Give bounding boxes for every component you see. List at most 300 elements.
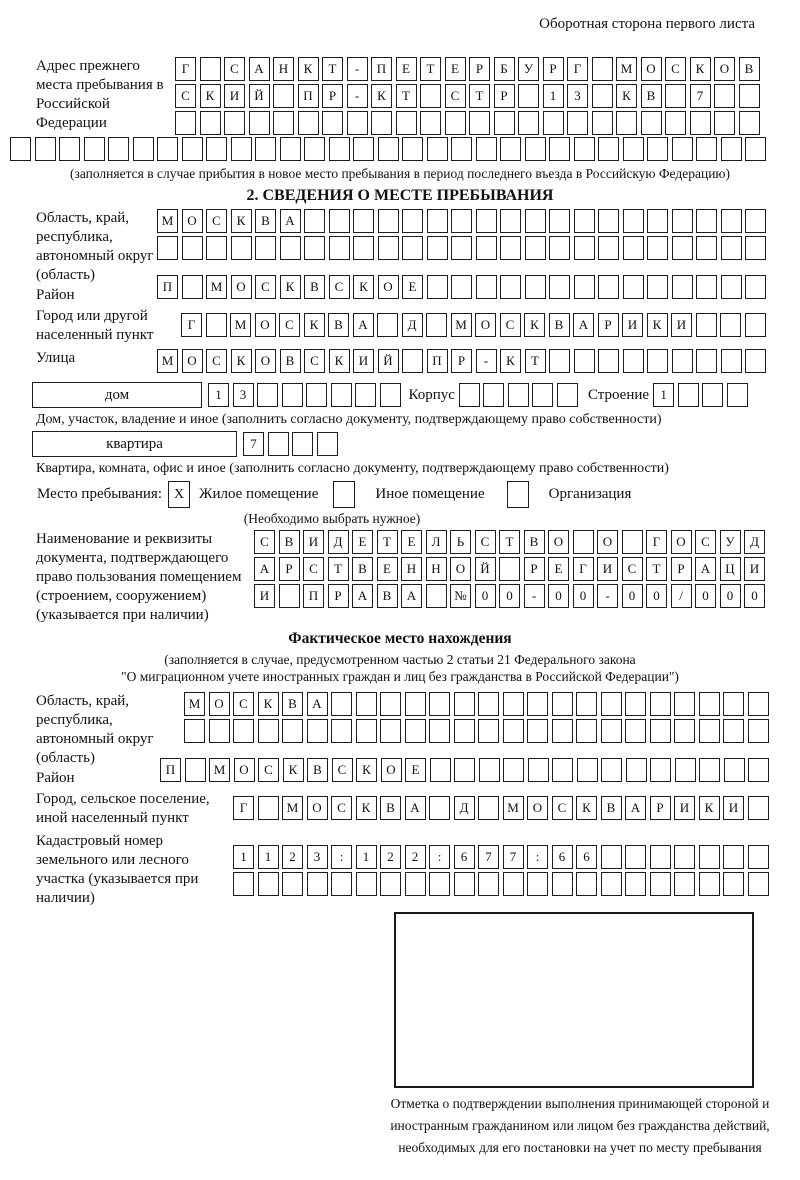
char-cell[interactable] xyxy=(133,137,154,161)
char-cell[interactable]: О xyxy=(475,313,496,337)
char-cell[interactable] xyxy=(426,584,447,608)
char-cell[interactable] xyxy=(329,236,350,260)
char-cell[interactable] xyxy=(304,209,325,233)
char-cell[interactable] xyxy=(727,383,748,407)
char-cell[interactable]: Т xyxy=(322,57,343,81)
char-cell[interactable] xyxy=(402,236,423,260)
char-cell[interactable]: Й xyxy=(475,557,496,581)
char-cell[interactable] xyxy=(518,84,539,108)
char-cell[interactable]: 1 xyxy=(258,845,279,869)
char-cell[interactable] xyxy=(185,758,206,782)
char-cell[interactable]: - xyxy=(476,349,497,373)
char-cell[interactable] xyxy=(378,209,399,233)
char-cell[interactable] xyxy=(573,530,594,554)
char-cell[interactable]: Т xyxy=(328,557,349,581)
char-cell[interactable] xyxy=(353,236,374,260)
char-cell[interactable]: К xyxy=(280,275,301,299)
char-cell[interactable]: К xyxy=(329,349,350,373)
char-cell[interactable]: Б xyxy=(494,57,515,81)
char-cell[interactable]: С xyxy=(665,57,686,81)
char-cell[interactable] xyxy=(282,383,303,407)
char-cell[interactable]: К xyxy=(576,796,597,820)
char-cell[interactable] xyxy=(745,236,766,260)
char-cell[interactable] xyxy=(200,111,221,135)
char-cell[interactable] xyxy=(623,236,644,260)
char-cell[interactable]: П xyxy=(298,84,319,108)
char-cell[interactable]: А xyxy=(280,209,301,233)
char-cell[interactable]: К xyxy=(699,796,720,820)
char-cell[interactable]: Е xyxy=(401,530,422,554)
char-cell[interactable] xyxy=(699,692,720,716)
char-cell[interactable] xyxy=(59,137,80,161)
char-cell[interactable] xyxy=(720,313,741,337)
char-cell[interactable] xyxy=(317,432,338,456)
char-cell[interactable]: О xyxy=(209,692,230,716)
char-cell[interactable] xyxy=(665,84,686,108)
char-cell[interactable] xyxy=(647,137,668,161)
char-cell[interactable] xyxy=(745,349,766,373)
char-cell[interactable] xyxy=(696,275,717,299)
char-cell[interactable]: П xyxy=(157,275,178,299)
char-cell[interactable]: И xyxy=(744,557,765,581)
char-cell[interactable] xyxy=(577,758,598,782)
char-cell[interactable] xyxy=(601,872,622,896)
char-cell[interactable] xyxy=(233,719,254,743)
char-cell[interactable] xyxy=(625,845,646,869)
char-cell[interactable]: К xyxy=(647,313,668,337)
char-cell[interactable] xyxy=(378,236,399,260)
char-cell[interactable] xyxy=(674,845,695,869)
char-cell[interactable] xyxy=(567,111,588,135)
char-cell[interactable]: О xyxy=(597,530,618,554)
char-cell[interactable]: А xyxy=(307,692,328,716)
char-cell[interactable]: Е xyxy=(377,557,398,581)
char-cell[interactable] xyxy=(623,137,644,161)
char-cell[interactable] xyxy=(647,209,668,233)
char-cell[interactable]: 0 xyxy=(499,584,520,608)
char-cell[interactable] xyxy=(723,719,744,743)
char-cell[interactable]: О xyxy=(307,796,328,820)
char-cell[interactable] xyxy=(625,692,646,716)
char-cell[interactable]: В xyxy=(280,349,301,373)
char-cell[interactable] xyxy=(598,209,619,233)
char-cell[interactable]: Д xyxy=(454,796,475,820)
char-cell[interactable] xyxy=(739,84,760,108)
char-cell[interactable]: Н xyxy=(426,557,447,581)
char-cell[interactable] xyxy=(623,209,644,233)
char-cell[interactable]: Г xyxy=(233,796,254,820)
char-cell[interactable]: В xyxy=(307,758,328,782)
char-cell[interactable]: О xyxy=(182,349,203,373)
char-cell[interactable]: М xyxy=(230,313,251,337)
char-cell[interactable]: Г xyxy=(175,57,196,81)
char-cell[interactable] xyxy=(429,796,450,820)
char-cell[interactable] xyxy=(231,236,252,260)
char-cell[interactable]: С xyxy=(224,57,245,81)
char-cell[interactable]: А xyxy=(249,57,270,81)
char-cell[interactable]: О xyxy=(381,758,402,782)
char-cell[interactable]: - xyxy=(597,584,618,608)
char-cell[interactable] xyxy=(405,719,426,743)
char-cell[interactable] xyxy=(525,236,546,260)
char-cell[interactable]: С xyxy=(695,530,716,554)
char-cell[interactable] xyxy=(503,758,524,782)
char-cell[interactable]: К xyxy=(258,692,279,716)
char-cell[interactable]: № xyxy=(450,584,471,608)
char-cell[interactable] xyxy=(748,719,769,743)
char-cell[interactable] xyxy=(306,383,327,407)
char-cell[interactable]: Д xyxy=(328,530,349,554)
char-cell[interactable]: Й xyxy=(378,349,399,373)
char-cell[interactable] xyxy=(601,758,622,782)
char-cell[interactable] xyxy=(478,796,499,820)
char-cell[interactable]: 6 xyxy=(576,845,597,869)
char-cell[interactable] xyxy=(430,758,451,782)
char-cell[interactable]: А xyxy=(695,557,716,581)
char-cell[interactable]: М xyxy=(157,209,178,233)
char-cell[interactable] xyxy=(672,209,693,233)
char-cell[interactable] xyxy=(157,137,178,161)
char-cell[interactable]: И xyxy=(674,796,695,820)
char-cell[interactable] xyxy=(347,111,368,135)
char-cell[interactable] xyxy=(601,845,622,869)
char-cell[interactable]: Л xyxy=(426,530,447,554)
char-cell[interactable]: К xyxy=(616,84,637,108)
char-cell[interactable] xyxy=(748,796,769,820)
char-cell[interactable] xyxy=(402,349,423,373)
char-cell[interactable]: : xyxy=(331,845,352,869)
char-cell[interactable]: Р xyxy=(598,313,619,337)
char-cell[interactable]: У xyxy=(720,530,741,554)
char-cell[interactable] xyxy=(675,758,696,782)
char-cell[interactable] xyxy=(672,137,693,161)
house-type-box[interactable]: дом xyxy=(32,382,202,408)
char-cell[interactable] xyxy=(307,872,328,896)
char-cell[interactable]: О xyxy=(714,57,735,81)
char-cell[interactable]: И xyxy=(597,557,618,581)
char-cell[interactable] xyxy=(231,137,252,161)
char-cell[interactable] xyxy=(592,57,613,81)
char-cell[interactable] xyxy=(723,692,744,716)
char-cell[interactable]: С xyxy=(258,758,279,782)
char-cell[interactable]: 0 xyxy=(646,584,667,608)
char-cell[interactable] xyxy=(748,758,769,782)
char-cell[interactable]: В xyxy=(641,84,662,108)
char-cell[interactable]: В xyxy=(524,530,545,554)
char-cell[interactable]: Р xyxy=(650,796,671,820)
char-cell[interactable] xyxy=(674,872,695,896)
char-cell[interactable] xyxy=(380,692,401,716)
char-cell[interactable] xyxy=(532,383,553,407)
char-cell[interactable] xyxy=(356,872,377,896)
char-cell[interactable] xyxy=(702,383,723,407)
char-cell[interactable]: И xyxy=(671,313,692,337)
char-cell[interactable]: С xyxy=(500,313,521,337)
char-cell[interactable] xyxy=(650,845,671,869)
char-cell[interactable]: 1 xyxy=(208,383,229,407)
char-cell[interactable]: К xyxy=(304,313,325,337)
char-cell[interactable]: Е xyxy=(405,758,426,782)
char-cell[interactable] xyxy=(500,275,521,299)
char-cell[interactable]: Р xyxy=(469,57,490,81)
char-cell[interactable] xyxy=(427,275,448,299)
char-cell[interactable] xyxy=(696,313,717,337)
char-cell[interactable] xyxy=(331,719,352,743)
char-cell[interactable]: Р xyxy=(328,584,349,608)
char-cell[interactable] xyxy=(10,137,31,161)
char-cell[interactable] xyxy=(616,111,637,135)
char-cell[interactable] xyxy=(378,137,399,161)
char-cell[interactable] xyxy=(598,275,619,299)
char-cell[interactable] xyxy=(549,236,570,260)
char-cell[interactable] xyxy=(233,872,254,896)
char-cell[interactable] xyxy=(353,137,374,161)
char-cell[interactable]: В xyxy=(377,584,398,608)
char-cell[interactable] xyxy=(721,275,742,299)
char-cell[interactable] xyxy=(429,872,450,896)
char-cell[interactable] xyxy=(745,313,766,337)
char-cell[interactable] xyxy=(377,313,398,337)
char-cell[interactable] xyxy=(279,584,300,608)
char-cell[interactable] xyxy=(322,111,343,135)
char-cell[interactable] xyxy=(714,111,735,135)
char-cell[interactable]: К xyxy=(353,275,374,299)
char-cell[interactable]: С xyxy=(622,557,643,581)
char-cell[interactable]: : xyxy=(527,845,548,869)
char-cell[interactable]: К xyxy=(356,796,377,820)
char-cell[interactable] xyxy=(331,692,352,716)
char-cell[interactable] xyxy=(273,111,294,135)
char-cell[interactable]: К xyxy=(200,84,221,108)
char-cell[interactable] xyxy=(601,692,622,716)
char-cell[interactable] xyxy=(574,275,595,299)
char-cell[interactable] xyxy=(420,111,441,135)
char-cell[interactable] xyxy=(525,137,546,161)
char-cell[interactable]: 7 xyxy=(478,845,499,869)
char-cell[interactable]: А xyxy=(254,557,275,581)
char-cell[interactable] xyxy=(721,209,742,233)
char-cell[interactable]: К xyxy=(283,758,304,782)
char-cell[interactable]: 2 xyxy=(282,845,303,869)
char-cell[interactable]: К xyxy=(231,209,252,233)
char-cell[interactable] xyxy=(184,719,205,743)
char-cell[interactable] xyxy=(405,872,426,896)
char-cell[interactable]: Т xyxy=(377,530,398,554)
char-cell[interactable]: А xyxy=(573,313,594,337)
char-cell[interactable] xyxy=(748,692,769,716)
char-cell[interactable]: 3 xyxy=(233,383,254,407)
char-cell[interactable] xyxy=(478,719,499,743)
char-cell[interactable] xyxy=(282,872,303,896)
char-cell[interactable]: Т xyxy=(499,530,520,554)
char-cell[interactable]: Т xyxy=(646,557,667,581)
char-cell[interactable]: Г xyxy=(567,57,588,81)
char-cell[interactable] xyxy=(745,209,766,233)
char-cell[interactable]: 6 xyxy=(454,845,475,869)
char-cell[interactable]: В xyxy=(739,57,760,81)
char-cell[interactable] xyxy=(696,137,717,161)
char-cell[interactable] xyxy=(647,349,668,373)
char-cell[interactable]: И xyxy=(353,349,374,373)
char-cell[interactable] xyxy=(721,349,742,373)
char-cell[interactable] xyxy=(426,313,447,337)
char-cell[interactable] xyxy=(255,137,276,161)
char-cell[interactable] xyxy=(674,692,695,716)
char-cell[interactable] xyxy=(307,719,328,743)
char-cell[interactable]: И xyxy=(303,530,324,554)
char-cell[interactable] xyxy=(696,349,717,373)
char-cell[interactable]: Е xyxy=(402,275,423,299)
char-cell[interactable]: Р xyxy=(494,84,515,108)
checkbox-residential[interactable]: X xyxy=(168,481,190,508)
char-cell[interactable]: 0 xyxy=(720,584,741,608)
char-cell[interactable]: М xyxy=(184,692,205,716)
char-cell[interactable]: В xyxy=(279,530,300,554)
char-cell[interactable]: О xyxy=(255,349,276,373)
char-cell[interactable]: А xyxy=(401,584,422,608)
char-cell[interactable]: К xyxy=(524,313,545,337)
char-cell[interactable] xyxy=(678,383,699,407)
char-cell[interactable]: 7 xyxy=(690,84,711,108)
char-cell[interactable]: / xyxy=(671,584,692,608)
char-cell[interactable] xyxy=(552,692,573,716)
char-cell[interactable]: В xyxy=(282,692,303,716)
char-cell[interactable] xyxy=(380,872,401,896)
char-cell[interactable]: Р xyxy=(524,557,545,581)
char-cell[interactable]: С xyxy=(329,275,350,299)
char-cell[interactable]: У xyxy=(518,57,539,81)
char-cell[interactable] xyxy=(282,719,303,743)
char-cell[interactable]: 7 xyxy=(503,845,524,869)
char-cell[interactable] xyxy=(576,692,597,716)
char-cell[interactable] xyxy=(696,236,717,260)
char-cell[interactable]: О xyxy=(255,313,276,337)
char-cell[interactable]: П xyxy=(303,584,324,608)
char-cell[interactable] xyxy=(650,692,671,716)
char-cell[interactable]: Г xyxy=(646,530,667,554)
char-cell[interactable]: И xyxy=(224,84,245,108)
char-cell[interactable] xyxy=(527,872,548,896)
char-cell[interactable] xyxy=(503,719,524,743)
char-cell[interactable]: 3 xyxy=(307,845,328,869)
char-cell[interactable] xyxy=(405,692,426,716)
char-cell[interactable] xyxy=(451,275,472,299)
apartment-type-box[interactable]: квартира xyxy=(32,431,237,457)
char-cell[interactable]: - xyxy=(347,84,368,108)
char-cell[interactable]: О xyxy=(182,209,203,233)
char-cell[interactable]: Н xyxy=(273,57,294,81)
char-cell[interactable] xyxy=(157,236,178,260)
char-cell[interactable] xyxy=(206,313,227,337)
char-cell[interactable]: А xyxy=(352,584,373,608)
char-cell[interactable] xyxy=(427,236,448,260)
char-cell[interactable]: Т xyxy=(396,84,417,108)
char-cell[interactable] xyxy=(257,383,278,407)
char-cell[interactable] xyxy=(224,111,245,135)
char-cell[interactable] xyxy=(500,236,521,260)
char-cell[interactable] xyxy=(626,758,647,782)
char-cell[interactable] xyxy=(625,719,646,743)
char-cell[interactable]: Е xyxy=(396,57,417,81)
char-cell[interactable]: Н xyxy=(401,557,422,581)
char-cell[interactable]: 6 xyxy=(552,845,573,869)
char-cell[interactable] xyxy=(380,719,401,743)
char-cell[interactable] xyxy=(454,872,475,896)
char-cell[interactable]: В xyxy=(549,313,570,337)
char-cell[interactable]: Т xyxy=(469,84,490,108)
char-cell[interactable] xyxy=(518,111,539,135)
char-cell[interactable]: М xyxy=(616,57,637,81)
char-cell[interactable]: Р xyxy=(671,557,692,581)
char-cell[interactable] xyxy=(647,236,668,260)
char-cell[interactable]: Д xyxy=(402,313,423,337)
char-cell[interactable]: 2 xyxy=(380,845,401,869)
char-cell[interactable] xyxy=(280,137,301,161)
char-cell[interactable] xyxy=(552,758,573,782)
char-cell[interactable]: Е xyxy=(445,57,466,81)
char-cell[interactable]: К xyxy=(500,349,521,373)
char-cell[interactable] xyxy=(258,796,279,820)
char-cell[interactable]: О xyxy=(234,758,255,782)
char-cell[interactable]: С xyxy=(175,84,196,108)
char-cell[interactable] xyxy=(476,236,497,260)
char-cell[interactable] xyxy=(574,349,595,373)
char-cell[interactable] xyxy=(690,111,711,135)
char-cell[interactable]: В xyxy=(352,557,373,581)
char-cell[interactable]: Е xyxy=(548,557,569,581)
char-cell[interactable]: М xyxy=(209,758,230,782)
char-cell[interactable]: И xyxy=(723,796,744,820)
char-cell[interactable] xyxy=(549,209,570,233)
char-cell[interactable]: 3 xyxy=(567,84,588,108)
char-cell[interactable] xyxy=(454,758,475,782)
char-cell[interactable] xyxy=(499,557,520,581)
char-cell[interactable]: М xyxy=(282,796,303,820)
char-cell[interactable]: 0 xyxy=(744,584,765,608)
char-cell[interactable]: - xyxy=(524,584,545,608)
char-cell[interactable] xyxy=(402,209,423,233)
char-cell[interactable] xyxy=(280,236,301,260)
char-cell[interactable] xyxy=(574,209,595,233)
char-cell[interactable] xyxy=(108,137,129,161)
char-cell[interactable] xyxy=(574,236,595,260)
char-cell[interactable] xyxy=(549,275,570,299)
char-cell[interactable] xyxy=(503,872,524,896)
char-cell[interactable]: 1 xyxy=(653,383,674,407)
char-cell[interactable] xyxy=(494,111,515,135)
char-cell[interactable] xyxy=(353,209,374,233)
char-cell[interactable] xyxy=(476,275,497,299)
char-cell[interactable]: Е xyxy=(352,530,373,554)
char-cell[interactable] xyxy=(650,872,671,896)
char-cell[interactable]: С xyxy=(331,796,352,820)
char-cell[interactable] xyxy=(355,383,376,407)
char-cell[interactable]: 7 xyxy=(243,432,264,456)
char-cell[interactable] xyxy=(476,137,497,161)
checkbox-other-premises[interactable] xyxy=(333,481,355,508)
char-cell[interactable] xyxy=(672,275,693,299)
char-cell[interactable] xyxy=(576,872,597,896)
char-cell[interactable] xyxy=(329,209,350,233)
char-cell[interactable] xyxy=(371,111,392,135)
char-cell[interactable]: К xyxy=(690,57,711,81)
char-cell[interactable] xyxy=(396,111,417,135)
char-cell[interactable] xyxy=(601,719,622,743)
char-cell[interactable]: С xyxy=(304,349,325,373)
char-cell[interactable]: Ц xyxy=(720,557,741,581)
char-cell[interactable] xyxy=(723,845,744,869)
char-cell[interactable]: 0 xyxy=(622,584,643,608)
